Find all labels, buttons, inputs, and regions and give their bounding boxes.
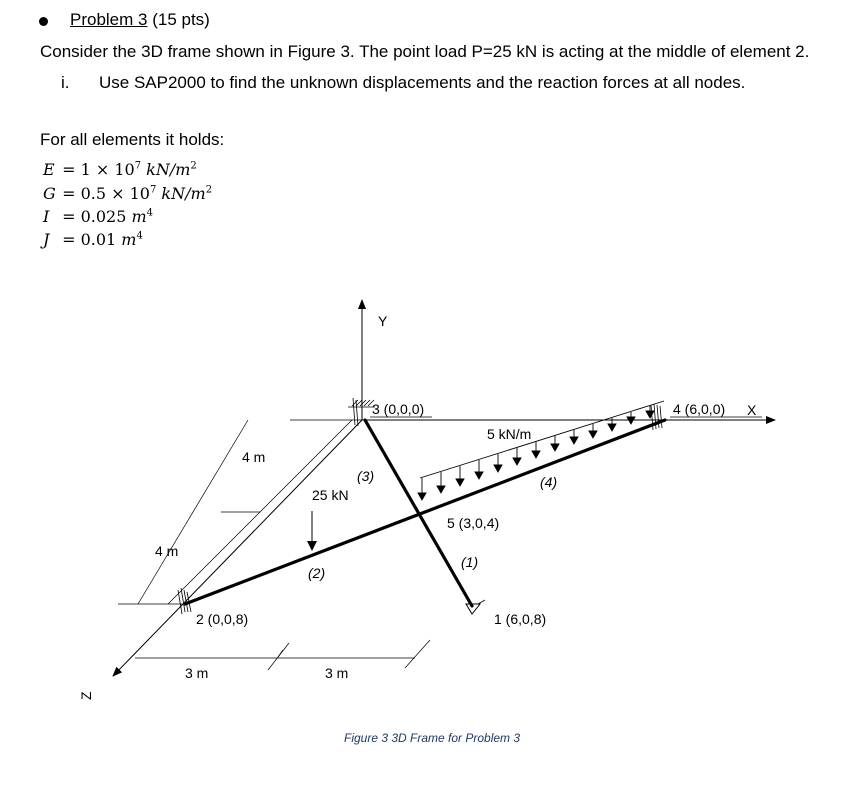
step-text: Use SAP2000 to find the unknown displacements and the reaction forces at all nodes. <box>99 73 746 92</box>
intro-text: Consider the 3D frame shown in Figure 3. The point load P=25 kN is acting at the middle of element 2. <box>40 42 810 61</box>
point-load-label: 25 kN <box>312 487 349 503</box>
element-3-label: (3) <box>357 468 375 484</box>
equation-i: I = 0.025 $m^4$ <box>43 207 154 226</box>
properties-title: For all elements it holds: <box>40 130 225 149</box>
equation-j: J = 0.01 $m^4$ <box>43 230 143 249</box>
equation-e: $E = 1 \times 10^7$ $kN/m^2$ <box>43 160 197 179</box>
y-axis-label: Y <box>378 313 388 329</box>
frame-members <box>185 420 665 606</box>
distributed-load-label: 5 kN/m <box>487 426 532 442</box>
node-3-label: 3 (0,0,0) <box>372 401 425 417</box>
element-1-label: (1) <box>461 554 479 570</box>
node-4-label: 4 (6,0,0) <box>673 401 726 417</box>
element-2-label: (2) <box>308 565 326 581</box>
figure-caption: Figure 3 3D Frame for Problem 3 <box>344 731 521 745</box>
node-5-label: 5 (3,0,4) <box>447 515 500 531</box>
dim-3m-right: 3 m <box>325 665 349 681</box>
problem-label: Problem 3 <box>70 10 148 29</box>
node-1-label: 1 (6,0,8) <box>494 611 547 627</box>
x-axis-label: X <box>747 402 757 418</box>
point-load-arrow <box>307 511 317 551</box>
z-axis-label: Z <box>78 691 94 700</box>
equation-g: $G = 0.5 \times 10^7$ $kN/m^2$ <box>43 184 213 203</box>
element-4-label: (4) <box>540 474 558 490</box>
problem-points: (15 pts) <box>147 10 210 29</box>
dim-4m-lower: 4 m <box>155 543 179 559</box>
node-2-label: 2 (0,0,8) <box>196 611 249 627</box>
step-number: i. <box>61 73 70 92</box>
dim-3m-left: 3 m <box>185 665 209 681</box>
z-axis <box>113 420 362 676</box>
dim-4m-upper: 4 m <box>242 449 266 465</box>
